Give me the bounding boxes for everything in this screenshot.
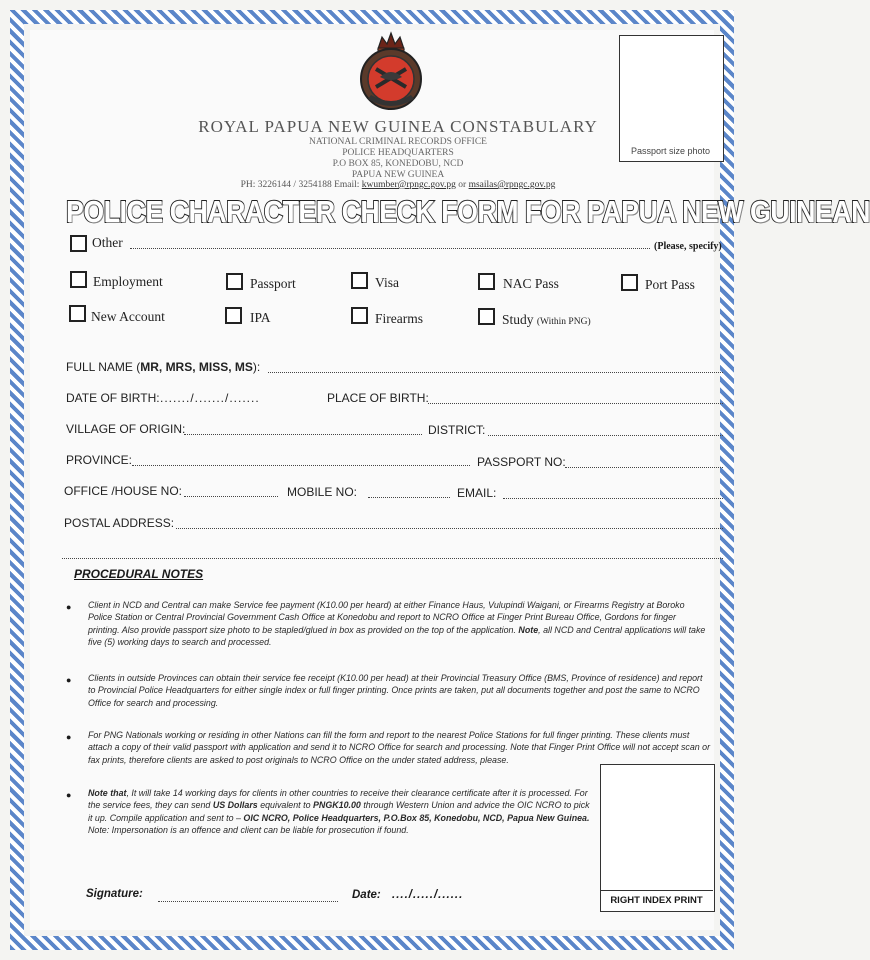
checkbox-nac-pass[interactable] <box>478 273 495 290</box>
office-house-line[interactable] <box>184 496 278 497</box>
or-text: or <box>458 180 467 190</box>
checkbox-study[interactable] <box>478 308 495 325</box>
passport-no-line[interactable] <box>565 467 723 468</box>
label-study <box>502 312 591 328</box>
email-link-2[interactable]: msailas@rpngc.gov.pg <box>468 180 556 190</box>
bullet-4: ● <box>66 790 72 800</box>
label-office-house: OFFICE /HOUSE NO: <box>64 484 183 498</box>
checkbox-passport[interactable] <box>226 273 243 290</box>
note-4-address: OIC NCRO, Police Headquarters, P.O.Box 85, Konedobu, NCD, Papua New Guinea. <box>243 812 590 823</box>
full-name-line[interactable] <box>268 372 723 373</box>
note-3: For PNG Nationals working or residing in other Nations can fill the form and report to the nearest Police Stations for full finger printing. These clients must attach a copy of their valid passport with application and send it to NCRO Office for search and processing. Note that Finger Print Office will not accept scan or fax prints, therefore clients are asked to post originals to NCRO Office on the under stated address, please. <box>88 730 711 765</box>
date-blank[interactable]: ..../...../...... <box>392 889 464 901</box>
label-province: PROVINCE: <box>66 453 133 467</box>
office-line-4: PAPUA NEW GUINEA <box>351 170 445 180</box>
checkbox-other[interactable] <box>70 235 87 252</box>
label-email: EMAIL: <box>457 486 497 500</box>
checkbox-port-pass[interactable] <box>621 274 638 291</box>
note-1 <box>88 599 708 648</box>
checkbox-ipa[interactable] <box>225 307 242 324</box>
police-crest-icon <box>358 27 424 113</box>
other-hint: (Please, specify) <box>654 241 722 252</box>
label-signature: Signature: <box>86 888 143 900</box>
contact-line <box>150 180 646 190</box>
village-line[interactable] <box>184 434 422 435</box>
office-line-2: POLICE HEADQUARTERS <box>342 148 454 158</box>
label-date: Date: <box>352 889 381 901</box>
form-title: POLICE CHARACTER CHECK FORM FOR PAPUA NEW GUINEAN <box>66 194 870 229</box>
email-line[interactable] <box>503 498 723 499</box>
checkbox-employment[interactable] <box>70 271 87 288</box>
note-4-text-c: through Western Union and advice the OIC NCRO to pick it up. Compile application and sent to – <box>88 800 590 823</box>
other-specify-line[interactable] <box>130 248 650 249</box>
organization-name: ROYAL PAPUA NEW GUINEA CONSTABULARY <box>198 117 598 136</box>
procedural-notes-heading: PROCEDURAL NOTES <box>74 567 204 581</box>
postal-address-line-1[interactable] <box>176 528 723 529</box>
mobile-line[interactable] <box>368 497 450 498</box>
photo-caption: Passport size photo <box>630 146 711 156</box>
label-employment: Employment <box>93 274 163 289</box>
full-name-prefix: FULL NAME ( <box>66 360 141 374</box>
note-4 <box>88 787 593 836</box>
dob-blank[interactable]: ......./......./....... <box>160 391 260 405</box>
note-4-text-a: , It will take 14 working days for clients in other countries to receive their clearance certificate after it is processed. For the service fees, they can send <box>88 788 588 811</box>
note-4-warning: Note: Impersonation is an offence and client can be liable for prosecution if found. <box>88 824 409 835</box>
note-1-bold: Note <box>518 624 539 635</box>
note-4-text-b: equivalent to <box>260 800 311 811</box>
label-port-pass: Port Pass <box>645 277 695 292</box>
signature-line[interactable] <box>158 901 338 902</box>
email-link-1[interactable]: kwumber@rpngc.gov.pg <box>361 180 456 190</box>
label-new-account: New Account <box>91 309 165 324</box>
label-mobile: MOBILE NO: <box>287 485 358 499</box>
office-line-1: NATIONAL CRIMINAL RECORDS OFFICE <box>309 137 487 147</box>
checkbox-visa[interactable] <box>351 272 368 289</box>
label-dob: DATE OF BIRTH: <box>66 391 160 405</box>
office-line-3: P.O BOX 85, KONEDOBU, NCD <box>332 159 464 169</box>
postal-address-line-2[interactable] <box>62 558 723 559</box>
district-line[interactable] <box>488 435 723 436</box>
note-1-end: , all NCD and Central applications will take five (5) working days to search and processed. <box>88 624 706 647</box>
place-of-birth-line[interactable] <box>428 403 723 404</box>
label-nac-pass: NAC Pass <box>503 276 559 291</box>
label-village: VILLAGE OF ORIGIN: <box>66 422 186 436</box>
full-name-suffix: ): <box>252 360 261 374</box>
label-passport-no: PASSPORT NO: <box>477 455 566 469</box>
label-passport: Passport <box>250 276 296 291</box>
note-2: Clients in outside Provinces can obtain their service fee receipt (K10.00 per head) at their Provincial Treasury Office (BMS, Province of residence) and report to Provincial Police Headquarters for either single index or full finger printing. Once prints are taken, put all documents together and post the same to NCRO Office for search and processing. <box>88 673 703 708</box>
label-full-name <box>66 360 260 374</box>
checkbox-firearms[interactable] <box>351 307 368 324</box>
bullet-1: ● <box>66 602 72 612</box>
label-visa: Visa <box>375 275 399 290</box>
note-4-usd: US Dollars <box>212 800 258 811</box>
study-text: Study <box>502 312 534 327</box>
right-index-print-caption: RIGHT INDEX PRINT <box>600 890 713 911</box>
note-4-amount: PNGK10.00 <box>313 800 361 811</box>
label-firearms: Firearms <box>375 311 423 326</box>
province-line[interactable] <box>132 465 470 466</box>
bullet-2: ● <box>66 675 72 685</box>
note-1-text: Client in NCD and Central can make Service fee payment (K10.00 per heard) at either Finance Haus, Vulupindi Waigani, or Firearms Registry at Boroko Police Station or Central Provincial Government Cash Office at Konedobu and report to NCRO Office at Finger Print Bureau Office, Gordons for finger printing. Also provide passport size photo to be stapled/glued in box as provided on the top of the application. <box>88 600 685 635</box>
label-ipa: IPA <box>250 310 271 325</box>
label-postal-address: POSTAL ADDRESS: <box>64 516 175 530</box>
study-note: (Within PNG) <box>536 317 591 327</box>
bullet-3: ● <box>66 732 72 742</box>
checkbox-new-account[interactable] <box>69 305 86 322</box>
phone-text: PH: 3226144 / 3254188 Email: <box>240 180 360 190</box>
note-4-lead: Note that <box>88 788 127 798</box>
label-other: Other <box>92 235 123 250</box>
label-district: DISTRICT: <box>428 423 486 437</box>
label-place-of-birth: PLACE OF BIRTH: <box>327 391 429 405</box>
full-name-titles: MR, MRS, MISS, MS <box>140 360 253 374</box>
